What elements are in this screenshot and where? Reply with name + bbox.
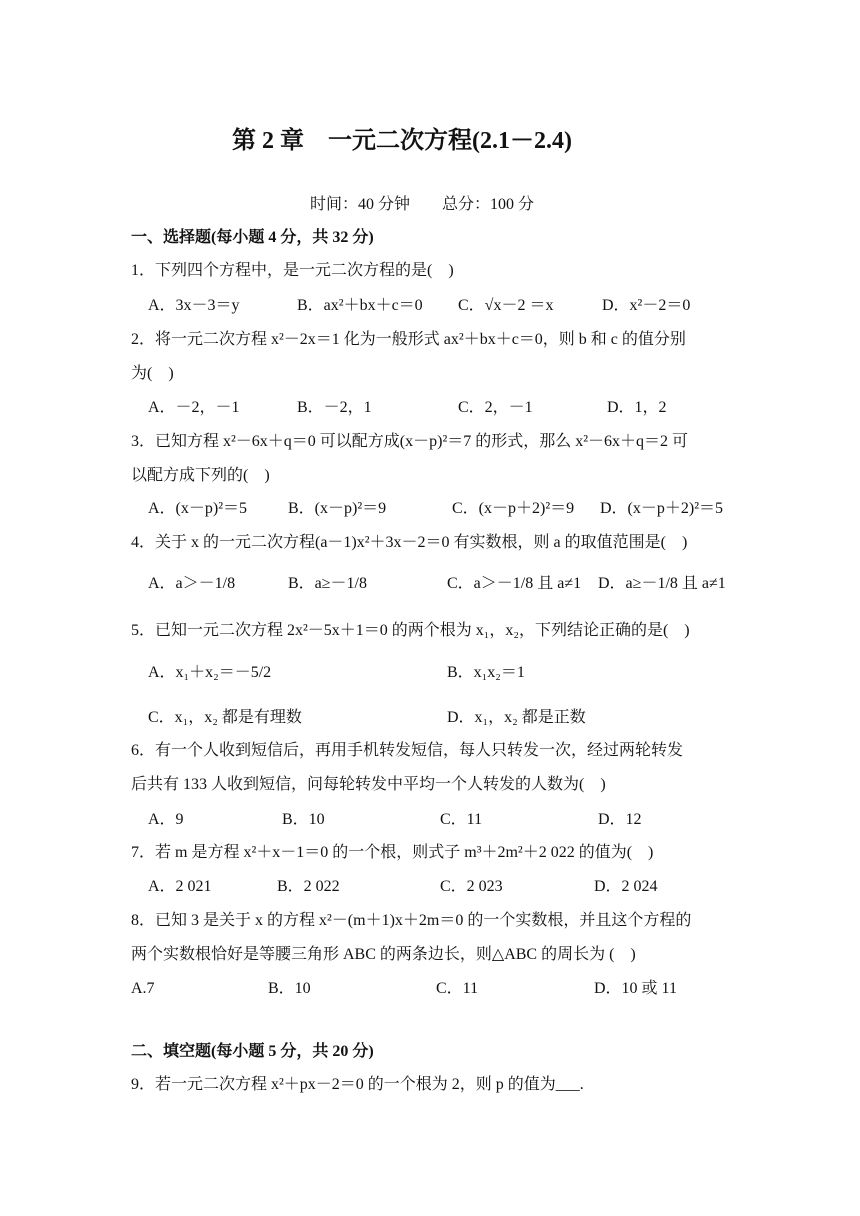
question-1-option-a: A．3x－3＝y [148,297,240,314]
question-4-option-b: B．a≥－1/8 [288,575,368,592]
question-4-option-a: A．a＞－1/8 [148,575,236,592]
question-2-option-d: D．1，2 [607,399,667,416]
question-3-option-d: D．(x－p＋2)²＝5 [600,500,724,517]
question-2-option-c: C．2，－1 [458,399,533,416]
section-heading-fill-in: 二、填空题(每小题 5 分，共 20 分) [131,1043,374,1060]
question-6-stem-line-2: 后共有 133 人收到短信，问每轮转发中平均一个人转发的人数为( ) [131,776,606,793]
exam-info: 时间：40 分钟 总分：100 分 [310,196,535,213]
question-3-stem-line-2: 以配方成下列的( ) [131,467,270,484]
question-4-option-c: C．a＞－1/8 且 a≠1 [447,575,582,592]
question-3-stem-line-1: 3．已知方程 x²－6x＋q＝0 可以配方成(x－p)²＝7 的形式，那么 x²－6x＋q＝2 可 [131,433,689,450]
question-5-option-c: C．x₁，x₂ 都是有理数 [148,709,302,726]
page-title: 第 2 章 一元二次方程(2.1－2.4) [232,128,572,154]
question-2-stem-line-2: 为( ) [131,365,174,382]
question-8-stem-line-2: 两个实数根恰好是等腰三角形 ABC 的两条边长，则△ABC 的周长为 ( ) [131,946,636,963]
question-7-option-a: A．2 021 [148,878,212,895]
question-8-option-b: B．10 [268,980,311,997]
question-1-option-b: B．ax²＋bx＋c＝0 [297,297,423,314]
question-6-option-a: A．9 [148,811,184,828]
question-8-option-a: A.7 [131,980,155,997]
question-6-option-d: D．12 [598,811,642,828]
question-5-option-d: D．x₁，x₂ 都是正数 [447,709,586,726]
question-3-option-a: A．(x－p)²＝5 [148,500,248,517]
question-7-stem: 7．若 m 是方程 x²＋x－1＝0 的一个根，则式子 m³＋2m²＋2 022 的值为( ) [131,844,654,861]
question-5-option-a: A．x₁＋x₂＝－5/2 [148,664,272,681]
question-8-option-d: D．10 或 11 [594,980,677,997]
question-2-option-b: B．－2，1 [297,399,372,416]
question-6-option-b: B．10 [282,811,325,828]
question-1-option-c: C．√x－2 ＝x [458,297,554,314]
question-4-stem: 4．关于 x 的一元二次方程(a－1)x²＋3x－2＝0 有实数根，则 a 的取值范围是( ) [131,534,688,551]
question-8-option-c: C．11 [436,980,479,997]
question-2-stem-line-1: 2．将一元二次方程 x²－2x＝1 化为一般形式 ax²＋bx＋c＝0，则 b 和 c 的值分别 [131,331,686,348]
question-5-stem: 5．已知一元二次方程 2x²－5x＋1＝0 的两个根为 x₁，x₂，下列结论正确的是( ) [131,622,690,639]
question-7-option-b: B．2 022 [277,878,340,895]
question-6-option-c: C．11 [440,811,483,828]
question-4-option-d: D．a≥－1/8 且 a≠1 [598,575,726,592]
question-3-option-b: B．(x－p)²＝9 [288,500,387,517]
section-heading-choice: 一、选择题(每小题 4 分，共 32 分) [131,229,374,246]
question-7-option-c: C．2 023 [440,878,503,895]
question-2-option-a: A．－2，－1 [148,399,240,416]
question-1-stem: 1．下列四个方程中，是一元二次方程的是( ) [131,262,454,279]
question-6-stem-line-1: 6．有一个人收到短信后，再用手机转发短信，每人只转发一次，经过两轮转发 [131,742,684,759]
question-3-option-c: C．(x－p＋2)²＝9 [452,500,575,517]
question-5-option-b: B．x₁x₂＝1 [447,664,525,681]
question-9-stem: 9．若一元二次方程 x²＋px－2＝0 的一个根为 2，则 p 的值为___. [131,1076,584,1093]
question-7-option-d: D．2 024 [594,878,658,895]
question-1-option-d: D．x²－2＝0 [602,297,691,314]
question-8-stem-line-1: 8．已知 3 是关于 x 的方程 x²－(m＋1)x＋2m＝0 的一个实数根，并且这个方程的 [131,912,692,929]
